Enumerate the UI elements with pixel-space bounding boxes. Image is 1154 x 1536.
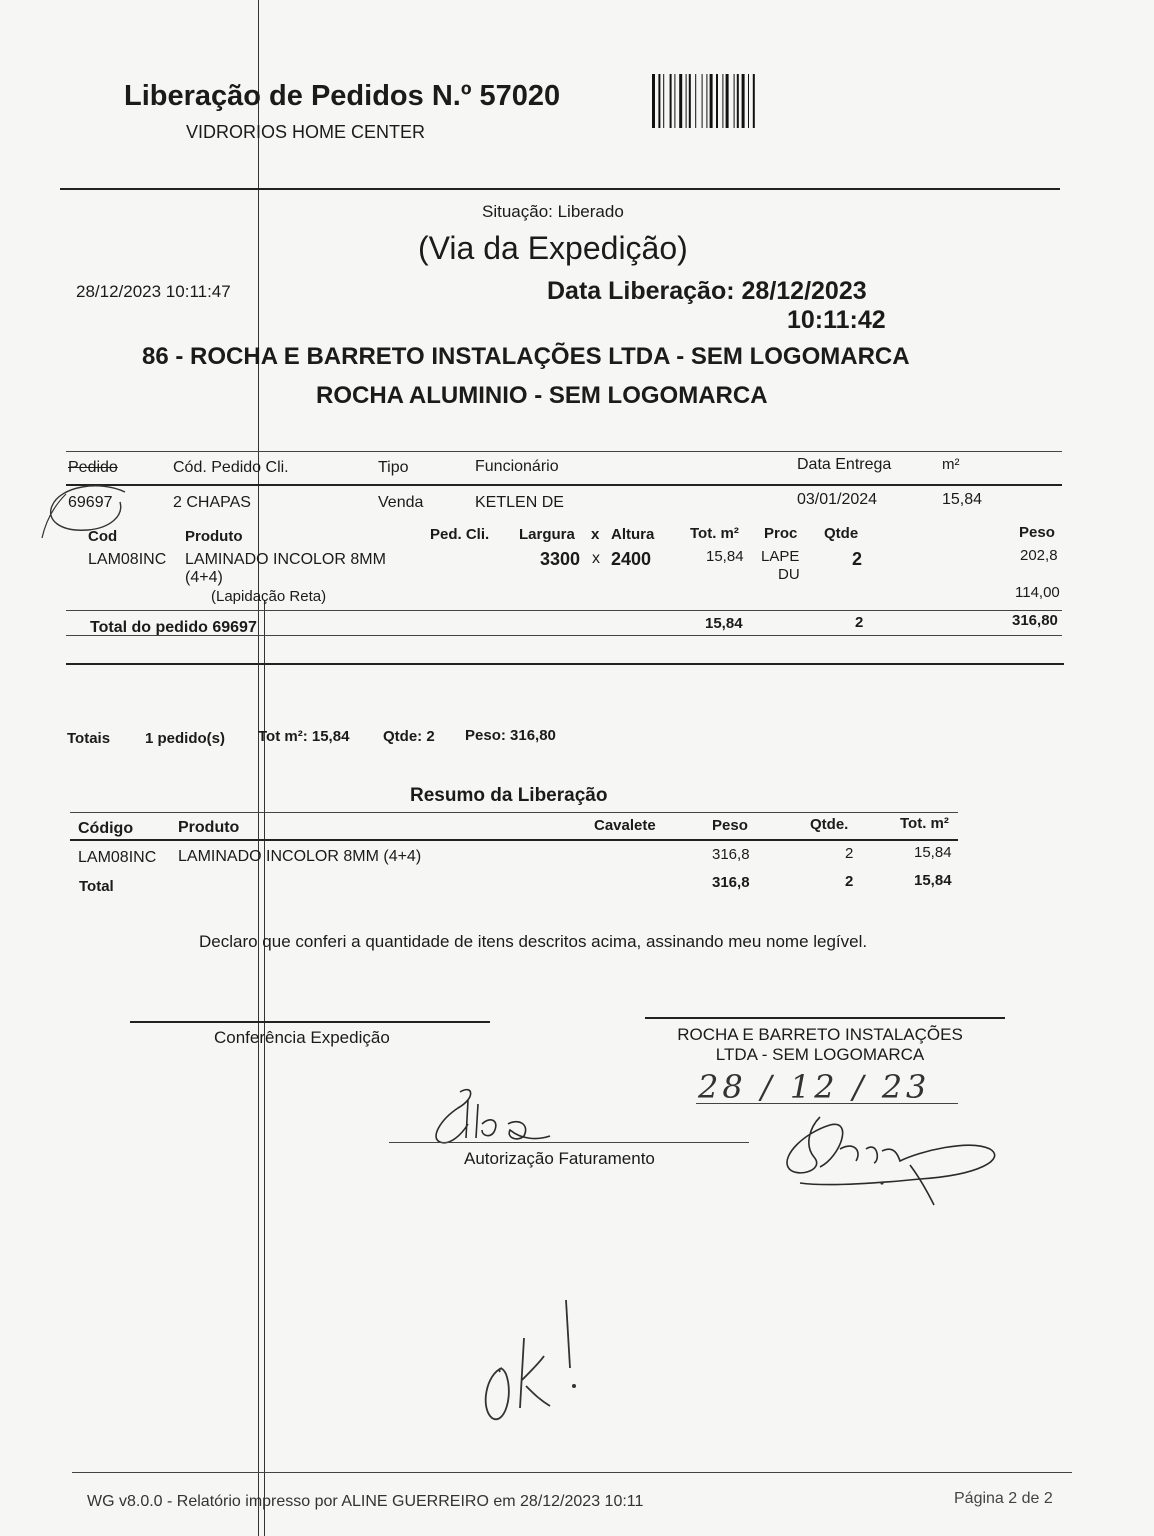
- autorizacao-label: Autorização Faturamento: [464, 1149, 655, 1168]
- autorizacao-sign-line: [389, 1142, 749, 1143]
- company-name: VIDRORIOS HOME CENTER: [186, 122, 426, 142]
- item-cod: LAM08INC: [88, 551, 167, 568]
- resumo-col-cavalete: Cavalete: [594, 817, 656, 834]
- client-name: 86 - ROCHA E BARRETO INSTALAÇÕES LTDA - SEM LOGOMARCA: [142, 343, 910, 370]
- situacao-status: Situação: Liberado: [482, 202, 624, 221]
- resumo-row-tot-m2: 15,84: [914, 844, 952, 861]
- resumo-total-label: Total: [79, 878, 114, 895]
- resumo-total-peso: 316,8: [712, 874, 750, 891]
- via-label: (Via da Expedição): [418, 230, 688, 266]
- item-processo: (Lapidação Reta): [211, 588, 327, 605]
- header-divider: [60, 188, 1060, 190]
- totais-pedidos: 1 pedido(s): [145, 730, 226, 747]
- document-title: Liberação de Pedidos N.º 57020: [124, 80, 561, 112]
- item-produto: LAMINADO INCOLOR 8MM: [185, 551, 386, 568]
- col-altura: Altura: [611, 526, 655, 543]
- barcode: [652, 74, 830, 128]
- scan-fold-line: [258, 0, 259, 1536]
- resumo-col-qtde: Qtde.: [810, 816, 849, 833]
- col-proc: Proc: [764, 525, 798, 542]
- col-funcionario: Funcionário: [475, 458, 559, 475]
- item-proc-cont: DU: [778, 566, 800, 583]
- item-largura: 3300: [540, 549, 581, 569]
- totais-qtde: Qtde: 2: [383, 728, 435, 745]
- col-x: x: [591, 526, 600, 543]
- item-x: x: [592, 550, 600, 567]
- resumo-total-tot-m2: 15,84: [914, 872, 952, 889]
- total-pedido-label: Total do pedido 69697: [90, 619, 257, 636]
- resumo-header-line: [70, 839, 958, 841]
- printed-datetime: 28/12/2023 10:11:47: [76, 282, 231, 301]
- resumo-row-codigo: LAM08INC: [78, 849, 157, 866]
- resumo-col-codigo: Código: [78, 820, 134, 837]
- col-cod-pedido-cli: Cód. Pedido Cli.: [173, 459, 289, 476]
- total-peso: 316,80: [1012, 612, 1058, 629]
- order-table-header-line: [66, 484, 1062, 486]
- pedido-number: 69697: [68, 494, 113, 511]
- resumo-col-peso: Peso: [712, 817, 748, 834]
- col-m2: m²: [942, 456, 960, 473]
- resumo-top-line: [70, 812, 958, 813]
- order-table-top: [66, 451, 1062, 452]
- footer-line: [72, 1472, 1072, 1473]
- order-table-bottom: [66, 663, 1064, 665]
- col-peso: Peso: [1019, 524, 1055, 541]
- signature-client: [770, 1105, 1010, 1215]
- handwritten-note-graphic: [470, 1290, 590, 1430]
- total-qtde: 2: [855, 614, 864, 631]
- handwritten-note: [470, 1432, 471, 1433]
- resumo-row-qtde: 2: [845, 845, 854, 862]
- col-largura: Largura: [519, 526, 575, 543]
- col-qtde: Qtde: [824, 525, 859, 542]
- resumo-col-tot-m2: Tot. m²: [900, 815, 949, 832]
- item-peso: 202,8: [1020, 547, 1058, 564]
- client-sign-line: [645, 1017, 1005, 1019]
- m2-value: 15,84: [942, 491, 983, 508]
- data-liberacao-time: 10:11:42: [787, 306, 886, 334]
- funcionario-value: KETLEN DE: [475, 494, 564, 511]
- col-pedido: Pedido: [68, 459, 118, 476]
- total-tot-m2: 15,84: [705, 615, 743, 632]
- item-qtde: 2: [852, 549, 863, 569]
- cod-pedido-cli-value: 2 CHAPAS: [173, 494, 251, 511]
- client-sign-name-cont: LTDA - SEM LOGOMARCA: [715, 1045, 925, 1064]
- data-entrega-value: 03/01/2024: [797, 491, 878, 508]
- item-processo-peso: 114,00: [1015, 584, 1060, 601]
- item-proc: LAPE: [761, 548, 800, 565]
- conferencia-label: Conferência Expedição: [214, 1028, 390, 1047]
- col-tipo: Tipo: [378, 459, 409, 476]
- col-cod: Cod: [88, 528, 118, 545]
- totais-peso: Peso: 316,80: [465, 727, 556, 744]
- resumo-title: Resumo da Liberação: [410, 785, 608, 806]
- totais-tot-m2: Tot m²: 15,84: [258, 728, 350, 745]
- date-underline: [696, 1103, 958, 1104]
- col-ped-cli: Ped. Cli.: [430, 526, 490, 543]
- signature-autorizacao: [418, 1080, 558, 1160]
- data-liberacao: Data Liberação: 28/12/2023: [547, 277, 867, 305]
- total-line-top: [66, 610, 1062, 611]
- col-produto: Produto: [185, 528, 243, 545]
- item-tot-m2: 15,84: [706, 548, 744, 565]
- item-altura: 2400: [611, 549, 652, 569]
- resumo-row-produto: LAMINADO INCOLOR 8MM (4+4): [178, 848, 422, 865]
- client-sign-name: ROCHA E BARRETO INSTALAÇÕES: [677, 1025, 963, 1044]
- declaration-text: Declaro que conferi a quantidade de itens descritos acima, assinando meu nome legível.: [199, 932, 868, 951]
- page-number: Página 2 de 2: [954, 1490, 1053, 1507]
- resumo-total-qtde: 2: [845, 873, 854, 890]
- client-subname: ROCHA ALUMINIO - SEM LOGOMARCA: [316, 382, 768, 409]
- totais-label: Totais: [67, 730, 111, 747]
- tipo-value: Venda: [378, 494, 424, 511]
- col-data-entrega: Data Entrega: [797, 456, 892, 473]
- footer-report-info: WG v8.0.0 - Relatório impresso por ALINE GUERREIRO em 28/12/2023 10:11: [87, 1493, 644, 1510]
- resumo-col-produto: Produto: [178, 819, 240, 836]
- conferencia-sign-line: [130, 1021, 490, 1023]
- col-tot-m2: Tot. m²: [690, 525, 739, 542]
- handwritten-date: 28 / 12 / 23: [698, 1068, 931, 1106]
- resumo-row-peso: 316,8: [712, 846, 750, 863]
- total-line-bottom: [66, 635, 1062, 636]
- item-produto-spec: (4+4): [185, 569, 223, 586]
